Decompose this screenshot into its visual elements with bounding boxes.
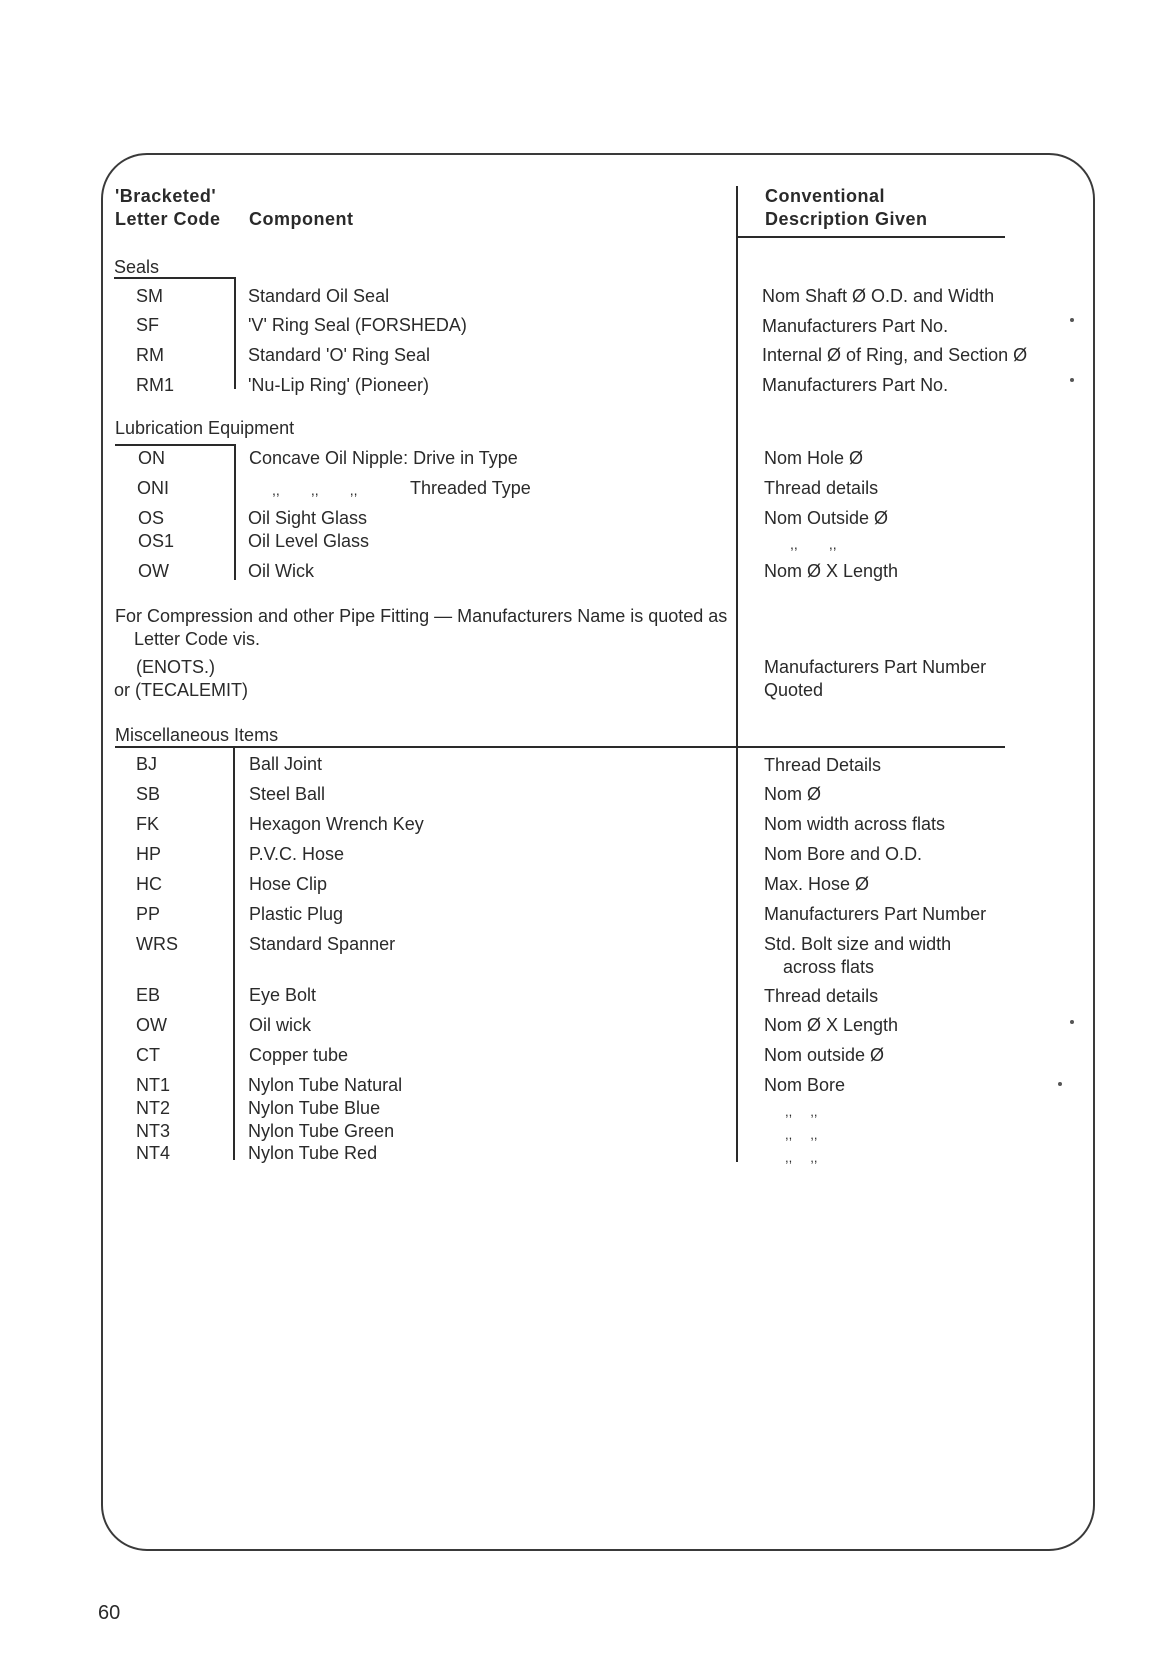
row-code: CT bbox=[136, 1045, 160, 1065]
header-component: Component bbox=[249, 209, 354, 229]
header-letter-code-line2: Letter Code bbox=[115, 209, 221, 229]
scan-speck bbox=[1070, 318, 1074, 322]
row-code: FK bbox=[136, 814, 160, 834]
row-component: Hexagon Wrench Key bbox=[249, 814, 424, 834]
row-code: RM1 bbox=[136, 375, 175, 395]
row-description: Nom Bore bbox=[764, 1075, 846, 1095]
row-component: Nylon Tube Blue bbox=[248, 1098, 381, 1118]
row-code: SM bbox=[136, 286, 163, 306]
row-component: Standard Spanner bbox=[249, 934, 396, 954]
row-code: OS1 bbox=[138, 531, 175, 551]
row-component: Plastic Plug bbox=[249, 904, 344, 924]
fittings-tecalemit: or (TECALEMIT) bbox=[114, 680, 249, 700]
header-description-line2: Description Given bbox=[765, 209, 928, 229]
header-letter-code-line1: 'Bracketed' bbox=[115, 186, 217, 206]
row-component: Oil Level Glass bbox=[248, 531, 370, 551]
fittings-note-line2: Letter Code vis. bbox=[134, 629, 261, 649]
row-code: HP bbox=[136, 844, 162, 864]
scan-speck bbox=[1070, 1020, 1074, 1024]
row-component: Oil Sight Glass bbox=[248, 508, 368, 528]
row-code: OS bbox=[138, 508, 165, 528]
section-title-lubrication: Lubrication Equipment bbox=[115, 418, 295, 438]
row-component: Hose Clip bbox=[249, 874, 328, 894]
row-component: Concave Oil Nipple: Drive in Type bbox=[249, 448, 518, 468]
row-description: Nom Shaft Ø O.D. and Width bbox=[762, 286, 995, 306]
row-component: Ball Joint bbox=[249, 754, 323, 774]
row-description: Manufacturers Part No. bbox=[762, 316, 949, 336]
row-description: Thread Details bbox=[764, 755, 882, 775]
row-code: SB bbox=[136, 784, 161, 804]
row-description: Nom Ø X Length bbox=[764, 1015, 899, 1035]
row-component: Copper tube bbox=[249, 1045, 349, 1065]
row-code: RM bbox=[136, 345, 164, 365]
lubrication-code-divider bbox=[234, 444, 236, 580]
row-component: Threaded Type bbox=[410, 478, 531, 498]
lubrication-rule bbox=[115, 444, 236, 446]
row-description: Max. Hose Ø bbox=[764, 874, 870, 894]
header-description-line1: Conventional bbox=[765, 186, 886, 206]
misc-code-divider bbox=[233, 746, 235, 1160]
misc-rule bbox=[115, 746, 1005, 748]
row-description: Nom Ø X Length bbox=[764, 561, 899, 581]
fittings-note-line1: For Compression and other Pipe Fitting — Manufacturers Name is quoted as bbox=[115, 606, 728, 626]
row-description: Nom Hole Ø bbox=[764, 448, 864, 468]
row-description-continued: across flats bbox=[783, 957, 875, 977]
row-code: NT1 bbox=[136, 1075, 171, 1095]
seals-code-divider bbox=[234, 277, 236, 389]
fittings-description-line1: Manufacturers Part Number bbox=[764, 657, 987, 677]
fittings-enots: (ENOTS.) bbox=[136, 657, 215, 677]
row-description: Std. Bolt size and width bbox=[764, 934, 952, 954]
row-code: PP bbox=[136, 904, 161, 924]
row-description: Nom Outside Ø bbox=[764, 508, 889, 528]
section-title-seals: Seals bbox=[114, 257, 160, 277]
row-description: Thread details bbox=[764, 478, 879, 498]
ditto-marks: ,, ,, ,, bbox=[272, 482, 358, 498]
scan-speck bbox=[1070, 378, 1074, 382]
row-component: Nylon Tube Natural bbox=[248, 1075, 403, 1095]
row-code: ONI bbox=[137, 478, 170, 498]
row-description: Manufacturers Part Number bbox=[764, 904, 987, 924]
row-component: P.V.C. Hose bbox=[249, 844, 345, 864]
row-description: Thread details bbox=[764, 986, 879, 1006]
fittings-description-line2: Quoted bbox=[764, 680, 824, 700]
row-component: Nylon Tube Red bbox=[248, 1143, 378, 1163]
row-description: Nom Ø bbox=[764, 784, 822, 804]
row-description: Internal Ø of Ring, and Section Ø bbox=[762, 345, 1028, 365]
row-component: Nylon Tube Green bbox=[248, 1121, 395, 1141]
row-component: Standard Oil Seal bbox=[248, 286, 390, 306]
page-number: 60 bbox=[98, 1602, 121, 1624]
row-code: NT3 bbox=[136, 1121, 171, 1141]
seals-rule bbox=[114, 277, 236, 279]
row-component: Standard 'O' Ring Seal bbox=[248, 345, 430, 365]
row-code: ON bbox=[138, 448, 165, 468]
row-description: Manufacturers Part No. bbox=[762, 375, 949, 395]
row-code: SF bbox=[136, 315, 160, 335]
section-title-misc: Miscellaneous Items bbox=[115, 725, 279, 745]
row-component: Eye Bolt bbox=[249, 985, 317, 1005]
row-code: OW bbox=[136, 1015, 167, 1035]
row-code: BJ bbox=[136, 754, 158, 774]
row-description-ditto: ,, ,, bbox=[785, 1127, 818, 1142]
header-rule bbox=[736, 236, 1005, 238]
row-component: 'Nu-Lip Ring' (Pioneer) bbox=[248, 375, 429, 395]
row-code: NT4 bbox=[136, 1143, 171, 1163]
description-column-divider bbox=[736, 186, 738, 1162]
scan-speck bbox=[1058, 1082, 1062, 1086]
row-description-ditto: ,, ,, bbox=[785, 1150, 818, 1165]
row-component: 'V' Ring Seal (FORSHEDA) bbox=[248, 315, 467, 335]
row-code: WRS bbox=[136, 934, 178, 954]
row-description: Nom width across flats bbox=[764, 814, 946, 834]
row-component: Oil wick bbox=[249, 1015, 311, 1035]
row-description-ditto: ,, ,, bbox=[785, 1104, 818, 1119]
row-description: Nom outside Ø bbox=[764, 1045, 885, 1065]
row-code: OW bbox=[138, 561, 169, 581]
row-description: Nom Bore and O.D. bbox=[764, 844, 923, 864]
row-code: EB bbox=[136, 985, 161, 1005]
row-code: HC bbox=[136, 874, 162, 894]
row-description-ditto: ,, ,, bbox=[790, 536, 837, 552]
row-component: Steel Ball bbox=[249, 784, 326, 804]
row-component: Oil Wick bbox=[248, 561, 314, 581]
row-code: NT2 bbox=[136, 1098, 171, 1118]
